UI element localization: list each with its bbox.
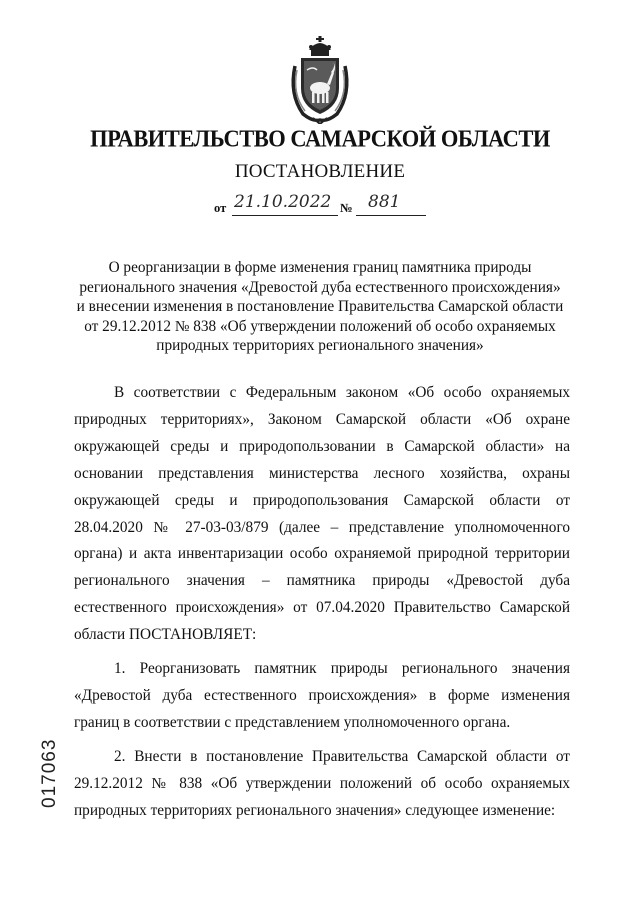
subject-line: регионального значения «Древостой дуба естественного происхождения» (79, 278, 561, 296)
body-paragraph: 2. Внести в постановление Правительства Самарской области от 29.12.2012 № 838 «Об утверждении положений об особо охраняемых природных территориях регионального значения» следующее изменение: (74, 747, 570, 819)
coat-of-arms-icon (287, 36, 353, 124)
body-paragraph: В соответствии с Федеральным законом «Об особо охраняемых природных территориях», Законом Самарской области «Об охране окружающей среды и природопользовании в Самарской области» на основании представления министерства лесного хозяйства, охраны окружающей среды и природопользования Самарской области от 28.04.2020 № 27-03-03/879 (далее – представление уполномоченного органа) и акта инвентаризации особо охраняемой природной территории регионального значения – памятника природы «Древостой дуба естественного происхождения» от 07.04.2020 Правительство Самарской области ПОСТАНОВЛЯЕТ: (74, 384, 570, 644)
document-type: ПОСТАНОВЛЕНИЕ (234, 161, 406, 182)
subject-line: и внесении изменения в постановление Правительства Самарской области (76, 298, 564, 316)
side-serial-number: 017063 (39, 738, 60, 808)
subject-line: О реорганизации в форме изменения границ памятника природы (108, 259, 532, 276)
subject-line: от 29.12.2012 № 838 «Об утверждении положений об особо охраняемых (84, 317, 556, 335)
number-value: 881 (368, 192, 401, 212)
body-paragraph: 1. Реорганизовать памятник природы регионального значения «Древостой дуба естественного происхождения» в форме изменения границ в соответствии с представлением уполномоченного органа. (74, 660, 570, 731)
document-body (74, 380, 570, 825)
subject-line: природных территориях регионального значения» (156, 337, 484, 355)
date-value: 21.10.2022 (234, 192, 332, 212)
government-title: ПРАВИТЕЛЬСТВО САМАРСКОЙ ОБЛАСТИ (90, 124, 550, 152)
number-prefix: № (340, 201, 353, 215)
document-subject (60, 258, 580, 356)
date-number-line (214, 192, 444, 217)
date-prefix: от (214, 201, 227, 215)
